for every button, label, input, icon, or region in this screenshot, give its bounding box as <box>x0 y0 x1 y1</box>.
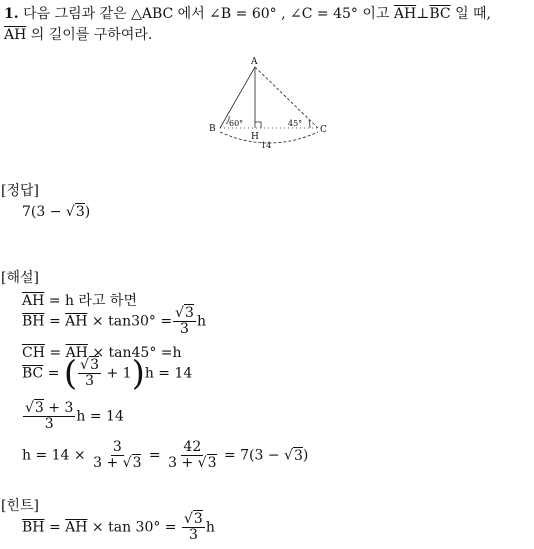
label-a: A <box>251 57 258 67</box>
answer-heading: [정답] <box>1 183 39 199</box>
label-b: B <box>209 124 216 134</box>
side-ac <box>255 67 318 128</box>
angle-c-arc <box>309 120 310 128</box>
solution-line-3: $\overline{CH} = \overline{AH} \times \tan 45^\circ =h$ <box>22 345 182 361</box>
angle-b-label: 60° <box>229 119 244 128</box>
perp-symbol: ⊥ <box>416 6 430 22</box>
problem-number: 1. <box>4 6 19 22</box>
segment-ah-2: $\overline{AH}$ <box>4 27 27 43</box>
segment-ah: $\overline{AH}$ <box>393 6 417 22</box>
solution-line-5: $\frac{√3 + 3}{3}$ h = 14 <box>25 400 124 432</box>
hint-heading: [힌트] <box>1 498 39 514</box>
fraction-root3-over-3: $\frac{√3}{3}$ <box>175 305 194 337</box>
solution-line-4: $\overline{BC}$ = ( $\frac{√3}{3}$ + 1)h = 14 <box>22 353 193 394</box>
problem-text-a: 다음 그림과 같은 △ABC 에서 ∠B = 60° , ∠C = 45° 이고 <box>23 6 390 22</box>
triangle-figure <box>0 50 534 210</box>
hint-line: $\overline{BH} = \overline{AH} \times \tan 30^\circ$ = $\frac{√3}{3}$ h <box>22 511 215 543</box>
answer-value: 7(3 − √3) <box>22 204 91 220</box>
segment-bc: $\overline{BC}$ <box>429 6 451 22</box>
problem-line-1 <box>4 3 491 23</box>
angle-c-label: 45° <box>288 119 303 128</box>
length-label: 14 <box>261 141 272 150</box>
solution-line-6: h = 14 × $\frac{3}{3 + √3}$ = $\frac{42}{3 + √3}$ = 7(3 − √3) <box>22 439 309 471</box>
solution-heading: [해설] <box>1 270 39 286</box>
problem-text-c: 의 길이를 구하여라. <box>30 27 153 43</box>
label-h: H <box>251 132 259 142</box>
problem-text-b: 일 때, <box>455 6 492 22</box>
problem-line-2 <box>4 24 152 44</box>
right-angle-mark <box>255 122 261 128</box>
solution-line-2: $\overline{BH} = \overline{AH} \times \tan 30^\circ$ = $\frac{√3}{3}$ h <box>22 305 206 337</box>
solution-line-1: $\overline{AH} = h$ 라고 하면 <box>22 293 137 309</box>
label-c: C <box>320 125 327 135</box>
